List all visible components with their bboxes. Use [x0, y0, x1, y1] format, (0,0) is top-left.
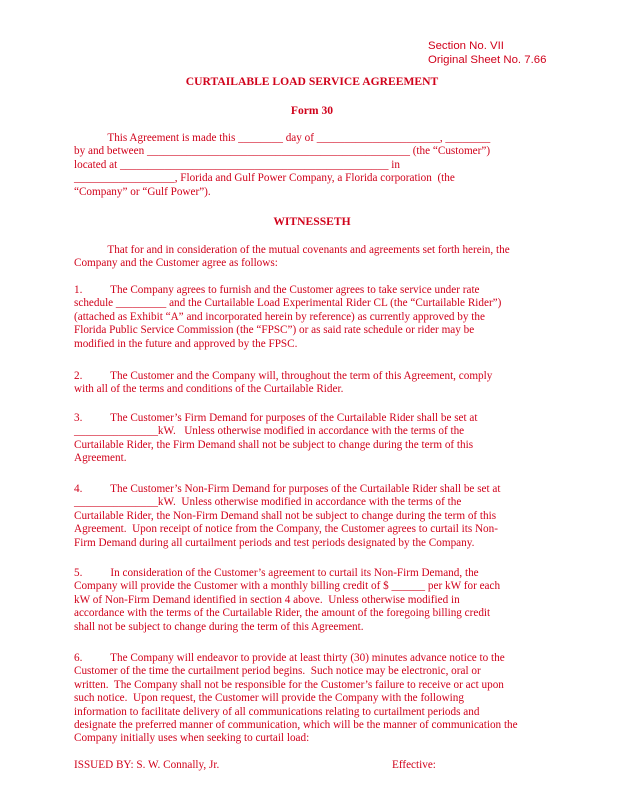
section-line: _______________kW. Unless otherwise modified in accordance with the terms of the	[74, 425, 465, 438]
intro-line: This Agreement is made this ________ day of ______________________, ________	[74, 132, 491, 144]
intro-line: located at ________________________________________________ in	[74, 158, 400, 171]
sheet-number: Original Sheet No. 7.66	[428, 54, 547, 66]
section-line: 5. In consideration of the Customer’s agreement to curtail its Non-Firm Demand, the	[74, 567, 479, 579]
section-line: designate the preferred manner of communication, which will be the manner of communication the	[74, 719, 518, 732]
section-header	[428, 39, 558, 67]
section-line: schedule _________ and the Curtailable Load Experimental Rider CL (the “Curtailable Rider”)	[74, 297, 502, 310]
section-line: Company initially uses when seeking to curtail load:	[74, 732, 310, 745]
section-number: Section No. VII	[428, 40, 504, 52]
effective-label: Effective:	[392, 759, 436, 771]
section-line: Company will provide the Customer with a monthly billing credit of $ ______ per kW for each	[74, 580, 501, 593]
page-footer	[74, 759, 550, 772]
issued-by: ISSUED BY: S. W. Connally, Jr.	[74, 759, 220, 771]
preamble-paragraph	[74, 244, 550, 271]
section-line: Customer of the time the curtailment period begins. Such notice may be electronic, oral or	[74, 665, 481, 678]
section-line: Curtailable Rider, the Non-Firm Demand shall not be subject to change during the term of this	[74, 509, 497, 522]
intro-line: “Company” or “Gulf Power”).	[74, 185, 211, 198]
form-number: Form 30	[290, 104, 334, 117]
witnesseth-heading: WITNESSETH	[273, 215, 351, 228]
section-line: Agreement.	[74, 452, 127, 465]
section-line: 4. The Customer’s Non-Firm Demand for purposes of the Curtailable Rider shall be set at	[74, 483, 501, 495]
section-line: (attached as Exhibit “A” and incorporated herein by reference) as currently approved by the	[74, 310, 485, 323]
section-line: kW of Non-Firm Demand identified in section 4 above. Unless otherwise modified in	[74, 593, 460, 606]
section-line: 2. The Customer and the Company will, throughout the term of this Agreement, comply	[74, 370, 493, 382]
intro-paragraph	[74, 132, 550, 199]
section-line: 1. The Company agrees to furnish and the Customer agrees to take service under rate	[74, 284, 480, 296]
intro-line: by and between _______________________________________________ (the “Customer”)	[74, 145, 491, 158]
section-line: written. The Company shall not be responsible for the Customer’s failure to receive or act upon	[74, 678, 504, 691]
section-line: such notice. Upon request, the Customer will provide the Company with the following	[74, 692, 464, 705]
section-4	[74, 483, 550, 550]
section-line: with all of the terms and conditions of the Curtailable Rider.	[74, 383, 344, 396]
section-line: 6. The Company will endeavor to provide at least thirty (30) minutes advance notice to the	[74, 652, 505, 664]
section-line: accordance with the terms of the Curtailable Rider, the amount of the foregoing billing credit	[74, 607, 491, 620]
section-line: 3. The Customer’s Firm Demand for purposes of the Curtailable Rider shall be set at	[74, 412, 478, 424]
preamble-line: That for and in consideration of the mutual covenants and agreements set forth herein, the	[74, 244, 510, 256]
section-line: Curtailable Rider, the Firm Demand shall not be subject to change during the term of this	[74, 438, 474, 451]
section-line: Agreement. Upon receipt of notice from the Company, the Customer agrees to curtail its Non-	[74, 523, 498, 536]
section-6	[74, 652, 550, 746]
document-title: CURTAILABLE LOAD SERVICE AGREEMENT	[185, 75, 439, 88]
section-line: shall not be subject to change during the term of this Agreement.	[74, 620, 364, 633]
section-line: Firm Demand during all curtailment periods and test periods designated by the Company.	[74, 536, 475, 549]
section-line: information to facilitate delivery of all communications relating to curtailment periods and	[74, 705, 480, 718]
section-line: modified in the future and approved by the FPSC.	[74, 337, 298, 350]
preamble-line: Company and the Customer agree as follows:	[74, 257, 278, 270]
intro-line: __________________, Florida and Gulf Power Company, a Florida corporation (the	[74, 172, 455, 185]
section-1	[74, 284, 550, 351]
section-line: Florida Public Service Commission (the “FPSC”) or as said rate schedule or rider may be	[74, 324, 475, 337]
section-line: _______________kW. Unless otherwise modified in accordance with the terms of the	[74, 496, 462, 509]
section-3	[74, 412, 550, 466]
section-2	[74, 370, 550, 397]
section-5	[74, 567, 550, 634]
